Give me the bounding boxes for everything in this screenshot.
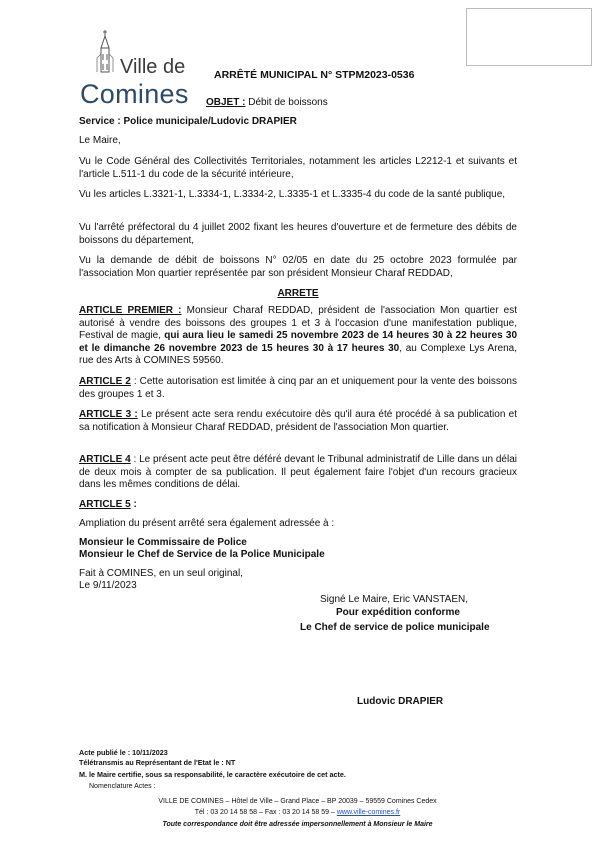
decree-title: ARRÊTÉ MUNICIPAL N° STPM2023-0536 — [214, 69, 415, 81]
article-5-text: : — [130, 499, 137, 510]
vu-paragraph-3: Vu l'arrêté préfectoral du 4 juillet 2002 fixant les heures d'ouverture et de fermeture des débits de boissons du département, — [79, 222, 517, 246]
recipient-2: Monsieur le Chef de Service de la Police Municipale — [79, 549, 325, 560]
article-4-label: ARTICLE 4 — [79, 454, 131, 465]
article-2-label: ARTICLE 2 — [79, 376, 131, 387]
church-logo-icon — [94, 28, 116, 74]
le-maire: Le Maire, — [79, 135, 121, 146]
logo-comines-text: Comines — [80, 79, 189, 109]
article-1-label: ARTICLE PREMIER : — [79, 305, 182, 316]
article-1-text-b: , au Complexe Lys Arena, rue des Arts à COMINES 59560. — [79, 342, 517, 367]
logo-ville-text: Ville de — [120, 56, 186, 78]
objet-label: OBJET : — [206, 97, 246, 108]
article-3 — [79, 409, 517, 434]
objet-text: Débit de boissons — [245, 97, 328, 108]
ampliation-line: Ampliation du présent arrêté sera également adressée à : — [79, 518, 335, 529]
stamp-box — [466, 8, 592, 66]
signature-line-3: Le Chef de service de police municipale — [300, 622, 490, 633]
footer-certification: M. le Maire certifie, sous sa responsabilité, le caractère exécutoire de cet acte. — [79, 770, 346, 779]
signer-name: Ludovic DRAPIER — [357, 696, 444, 707]
article-2-text: : Cette autorisation est limitée à cinq par an et uniquement pour la vente des boissons des groupes 1 et 3. — [79, 376, 517, 400]
article-4 — [79, 454, 517, 492]
article-5 — [79, 499, 517, 512]
arrete-heading: ARRETE — [277, 288, 319, 299]
footer-contact — [0, 808, 595, 819]
service-line: Service : Police municipale/Ludovic DRAPIER — [79, 116, 297, 127]
article-1-dates: qui aura lieu le samedi 25 novembre 2023 de 14 heures 30 à 22 heures 30 et le dimanche 26 novembre 2023 de 15 heures 30 à 17 heures 30 — [79, 330, 517, 354]
article-4-text: : Le présent acte peut être déféré devant le Tribunal administratif de Lille dans un délai de deux mois à compter de sa publication. Il peut également faire l'objet d'un recours gracieux dans les mêmes conditions de délai. — [79, 454, 517, 491]
date-line: Le 9/11/2023 — [79, 580, 137, 591]
footer-published: Acte publié le : 10/11/2023 — [79, 748, 168, 757]
signature-line-2: Pour expédition conforme — [336, 607, 460, 618]
article-2 — [79, 376, 517, 401]
article-1 — [79, 305, 517, 368]
objet-line — [206, 97, 328, 108]
footer-phone-fax: Tél : 03 20 14 58 58 – Fax : 03 20 14 58 59 – — [194, 809, 337, 816]
article-1-text-a: Monsieur Charaf REDDAD, président de l'association Mon quartier est autorisé à vendre des boissons des groupes 1 et 3 à l'occasion d'une manifestation publique, Festival de magie, — [79, 305, 517, 342]
recipient-1: Monsieur le Commissaire de Police — [79, 537, 247, 548]
article-3-text: Le présent acte sera rendu exécutoire dès qu'il aura été procédé à sa publication et sa notification à Monsieur Charaf REDDAD, président de l'association Mon quartier. — [79, 409, 517, 433]
footer-nomenclature: Nomenclature Actes : — [89, 783, 156, 790]
footer-transmitted: Télétransmis au Représentant de l'Etat le : NT — [79, 758, 236, 767]
footer-website-link[interactable]: www.ville-comines.fr — [336, 809, 401, 816]
article-3-label: ARTICLE 3 : — [79, 409, 138, 420]
signature-line-1: Signé Le Maire, Eric VANSTAEN, — [320, 594, 469, 605]
article-5-label: ARTICLE 5 — [79, 499, 131, 510]
footer-notice: Toute correspondance doit être adressée impersonnellement à Monsieur le Maire — [162, 821, 433, 828]
footer-address: VILLE DE COMINES – Hôtel de Ville – Grand Place – BP 20039 – 59559 Comines Cedex — [158, 798, 437, 805]
vu-paragraph-2: Vu les articles L.3321-1, L.3334-1, L.3334-2, L.3335-1 et L.3335-4 du code de la santé publique, — [79, 189, 506, 200]
vu-paragraph-4: Vu la demande de débit de boissons N° 02/05 en date du 25 octobre 2023 formulée par l'association Mon quartier représentée par son président Monsieur Charaf REDDAD, — [79, 255, 517, 279]
vu-paragraph-1: Vu le Code Général des Collectivités Territoriales, notamment les articles L2212-1 et suivants et l'article L.511-1 du code de la sécurité intérieure, — [79, 156, 517, 180]
fait-line: Fait à COMINES, en un seul original, — [79, 568, 243, 579]
